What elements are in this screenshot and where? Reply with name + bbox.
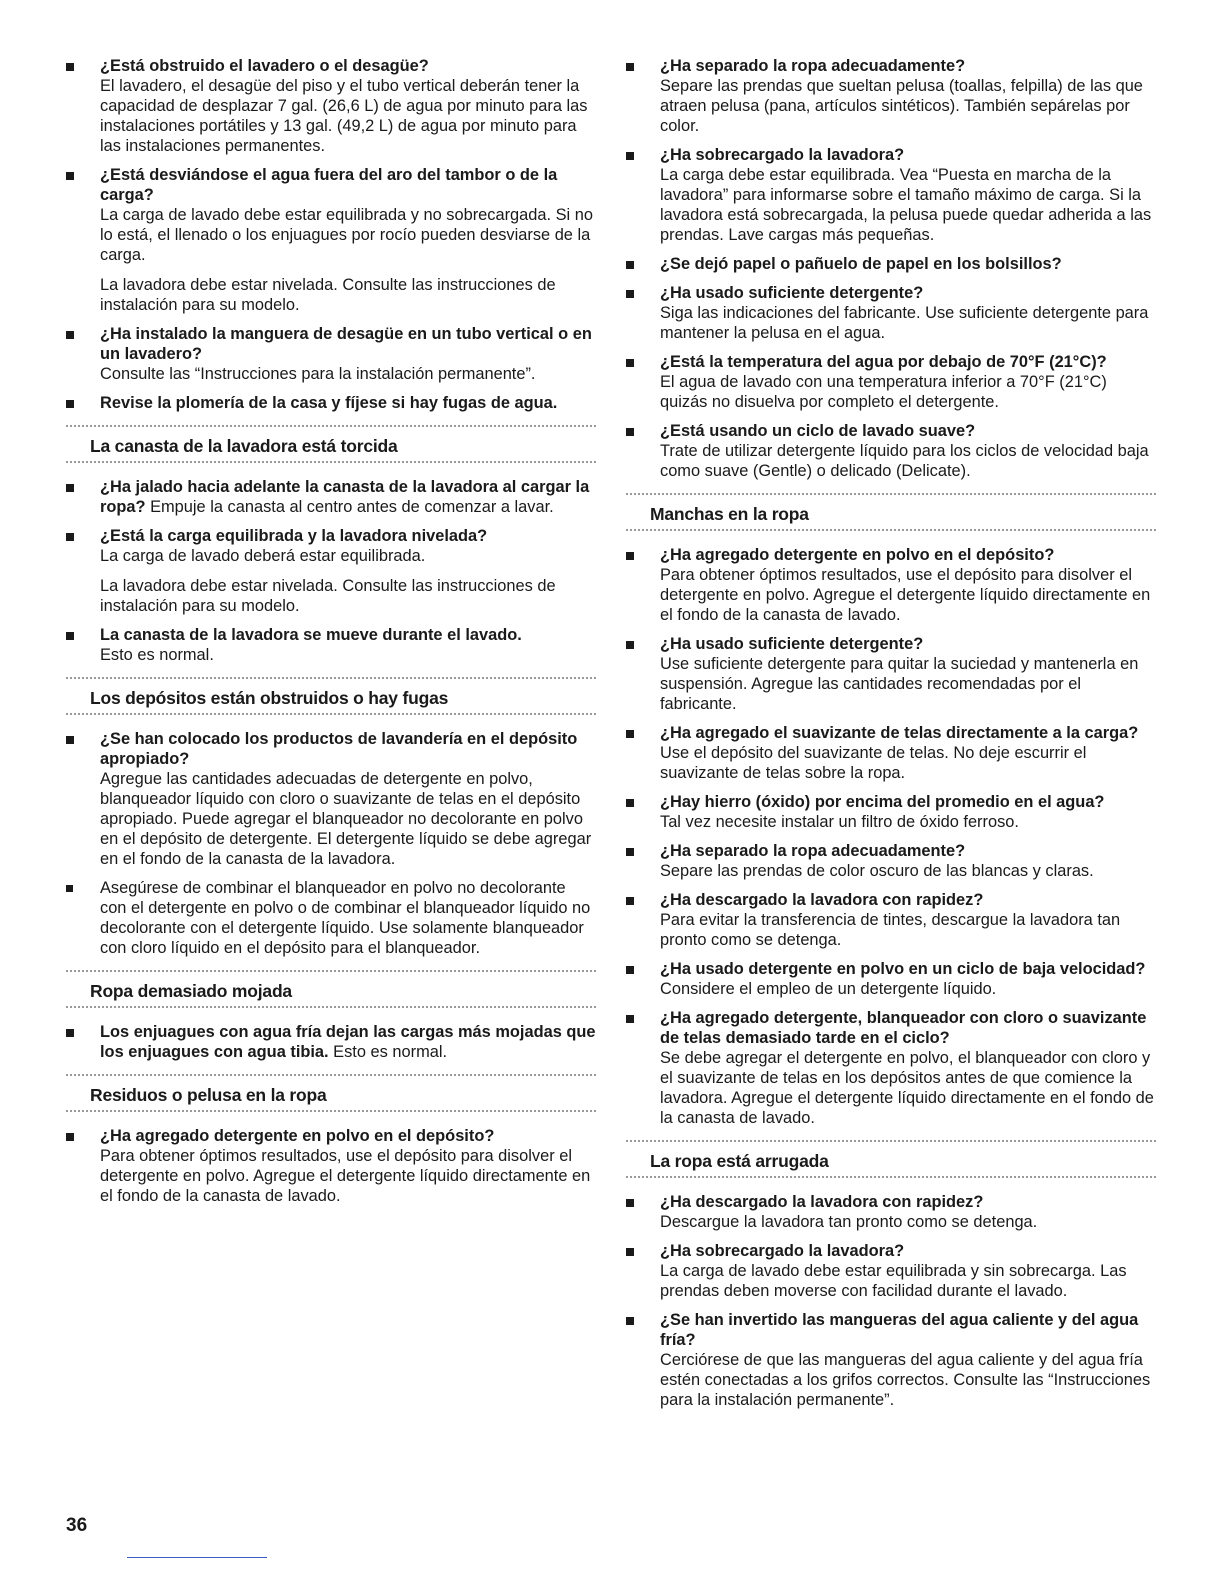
answer-text: Tal vez necesite instalar un filtro de óxido ferroso. <box>660 813 1019 831</box>
question-text: ¿Ha separado la ropa adecuadamente? <box>660 842 966 860</box>
inline-answer-text: Esto es normal. <box>328 1043 448 1061</box>
question-text: ¿Está desviándose el agua fuera del aro del tambor o de la carga? <box>100 166 558 204</box>
troubleshooting-item <box>626 56 1156 136</box>
square-bullet-icon <box>66 400 74 408</box>
square-bullet-icon <box>66 331 74 339</box>
section-heading <box>626 493 1156 531</box>
square-bullet-icon <box>626 641 634 649</box>
inline-answer-text: Asegúrese de combinar el blanqueador en polvo no decolorante con el detergente en polvo o de combinar el blanqueador líquido no decolorante con el detergente líquido. Use solamente blanqueador con cloro líquido en el depósito para el blanqueador. <box>100 879 591 957</box>
question-text: ¿Ha descargado la lavadora con rapidez? <box>660 891 984 909</box>
additional-note: La lavadora debe estar nivelada. Consulte las instrucciones de instalación para su modelo. <box>100 276 556 314</box>
troubleshooting-item <box>626 841 1156 881</box>
question-text: ¿Ha jalado hacia adelante la canasta de la lavadora al cargar la ropa? <box>100 478 590 516</box>
question-text: ¿Se dejó papel o pañuelo de papel en los bolsillos? <box>660 255 1062 273</box>
question-text: ¿Ha descargado la lavadora con rapidez? <box>660 1193 984 1211</box>
square-bullet-icon <box>66 1133 74 1141</box>
square-bullet-icon <box>626 1015 634 1023</box>
question-text: ¿Ha agregado detergente en polvo en el depósito? <box>660 546 1055 564</box>
section-heading <box>626 1140 1156 1178</box>
square-bullet-icon <box>626 63 634 71</box>
inline-answer-text: Use el depósito del suavizante de telas. No deje escurrir el suavizante de telas sobre la ropa. <box>660 744 1087 782</box>
square-bullet-icon <box>66 632 74 640</box>
square-bullet-icon <box>626 730 634 738</box>
answer-text: Para obtener óptimos resultados, use el depósito para disolver el detergente en polvo. Agregue el detergente líquido directamente en el fondo de la canasta de lavado. <box>660 566 1151 624</box>
question-text: Revise la plomería de la casa y fíjese si hay fugas de agua. <box>100 394 558 412</box>
answer-text: Trate de utilizar detergente líquido para los ciclos de velocidad baja como suave (Gentle) o delicado (Delicate). <box>660 442 1149 480</box>
section-title: Ropa demasiado mojada <box>90 981 292 1001</box>
question-text: ¿Está la carga equilibrada y la lavadora nivelada? <box>100 527 488 545</box>
square-bullet-icon <box>66 533 74 541</box>
question-text: ¿Se han invertido las mangueras del agua caliente y del agua fría? <box>660 1311 1139 1349</box>
answer-text: El agua de lavado con una temperatura inferior a 70°F (21°C) quizás no disuelva por completo el detergente. <box>660 373 1107 411</box>
answer-text: Cerciórese de que las mangueras del agua caliente y del agua fría estén conectadas a los grifos correctos. Consulte las “Instrucciones para la instalación permanente”. <box>660 1351 1151 1409</box>
section-title: La ropa está arrugada <box>650 1151 829 1171</box>
section-heading <box>66 677 596 715</box>
question-text: ¿Ha separado la ropa adecuadamente? <box>660 57 966 75</box>
troubleshooting-item <box>626 254 1156 274</box>
answer-text: Descargue la lavadora tan pronto como se detenga. <box>660 1213 1038 1231</box>
question-text: ¿Está la temperatura del agua por debajo de 70°F (21°C)? <box>660 353 1107 371</box>
page-number: 36 <box>66 1515 88 1536</box>
answer-text: Agregue las cantidades adecuadas de detergente en polvo, blanqueador líquido con cloro o suavizante de telas en el depósito apropiado. Puede agregar el blanqueador no decolorante en polvo en el depósito de detergente. El detergente líquido se debe agregar en el fondo de la canasta de la lavadora. <box>100 770 592 868</box>
troubleshooting-item <box>626 1192 1156 1232</box>
troubleshooting-item <box>626 545 1156 625</box>
answer-text: Para evitar la transferencia de tintes, descargue la lavadora tan pronto como se detenga. <box>660 911 1121 949</box>
additional-note: La lavadora debe estar nivelada. Consulte las instrucciones de instalación para su modelo. <box>100 577 556 615</box>
troubleshooting-item <box>626 283 1156 343</box>
section-title: Los depósitos están obstruidos o hay fugas <box>90 688 449 708</box>
inline-answer-text: Empuje la canasta al centro antes de comenzar a lavar. <box>145 498 554 516</box>
question-text: ¿Ha usado suficiente detergente? <box>660 284 924 302</box>
section-title: Manchas en la ropa <box>650 504 809 524</box>
troubleshooting-item <box>66 477 596 517</box>
answer-text: La carga de lavado deberá estar equilibrada. <box>100 547 426 565</box>
troubleshooting-item <box>626 959 1156 999</box>
question-text: ¿Ha agregado detergente, blanqueador con cloro o suavizante de telas demasiado tarde en el ciclo? <box>660 1009 1147 1047</box>
square-bullet-icon <box>626 799 634 807</box>
section-title: Residuos o pelusa en la ropa <box>90 1085 327 1105</box>
question-text: ¿Se han colocado los productos de lavandería en el depósito apropiado? <box>100 730 578 768</box>
square-bullet-icon <box>66 63 74 71</box>
square-bullet-icon <box>626 152 634 160</box>
troubleshooting-item <box>626 1241 1156 1301</box>
section-heading <box>66 970 596 1008</box>
troubleshooting-item <box>66 878 596 958</box>
answer-text: La carga debe estar equilibrada. Vea “Puesta en marcha de la lavadora” para informarse sobre el tamaño máximo de carga. Si la lavadora está sobrecargada, la pelusa puede quedar adherida a las prendas. Lave cargas más pequeñas. <box>660 166 1152 244</box>
square-bullet-icon <box>626 966 634 974</box>
square-bullet-icon <box>626 552 634 560</box>
square-bullet-icon <box>66 736 74 744</box>
square-bullet-icon <box>626 848 634 856</box>
troubleshooting-item <box>626 1008 1156 1128</box>
troubleshooting-item <box>66 56 596 156</box>
question-text: ¿Ha usado detergente en polvo en un ciclo de baja velocidad? <box>660 960 1146 978</box>
answer-text: Esto es normal. <box>100 646 214 664</box>
square-bullet-icon <box>66 172 74 180</box>
troubleshooting-item <box>626 421 1156 481</box>
answer-text: Considere el empleo de un detergente líquido. <box>660 980 997 998</box>
footer-rule <box>127 1557 267 1558</box>
troubleshooting-item <box>66 165 596 315</box>
square-bullet-icon <box>66 885 73 892</box>
answer-text: Para obtener óptimos resultados, use el depósito para disolver el detergente en polvo. Agregue el detergente líquido directamente en el fondo de la canasta de lavado. <box>100 1147 591 1205</box>
square-bullet-icon <box>626 1317 634 1325</box>
answer-text: El lavadero, el desagüe del piso y el tubo vertical deberán tener la capacidad de desplazar 7 gal. (26,6 L) de agua por minuto para las instalaciones portátiles y 13 gal. (49,2 L) de agua por minuto para las instalaciones permanentes. <box>100 77 588 155</box>
question-text: ¿Está obstruido el lavadero o el desagüe? <box>100 57 429 75</box>
square-bullet-icon <box>626 1248 634 1256</box>
left-column <box>66 56 596 1215</box>
square-bullet-icon <box>626 290 634 298</box>
right-column <box>626 56 1156 1419</box>
square-bullet-icon <box>626 359 634 367</box>
troubleshooting-item <box>626 145 1156 245</box>
question-text: ¿Hay hierro (óxido) por encima del promedio en el agua? <box>660 793 1105 811</box>
troubleshooting-item <box>626 890 1156 950</box>
question-text: ¿Ha agregado el suavizante de telas directamente a la carga? <box>660 724 1139 742</box>
answer-text: La carga de lavado debe estar equilibrada y sin sobrecarga. Las prendas deben moverse con facilidad durante el lavado. <box>660 1262 1127 1300</box>
answer-text: Siga las indicaciones del fabricante. Use suficiente detergente para mantener la pelusa en el agua. <box>660 304 1149 342</box>
question-text: ¿Ha agregado detergente en polvo en el depósito? <box>100 1127 495 1145</box>
troubleshooting-item <box>626 792 1156 832</box>
troubleshooting-item <box>66 625 596 665</box>
troubleshooting-item <box>626 352 1156 412</box>
answer-text: Consulte las “Instrucciones para la instalación permanente”. <box>100 365 536 383</box>
question-text: ¿Ha instalado la manguera de desagüe en un tubo vertical o en un lavadero? <box>100 325 592 363</box>
troubleshooting-item <box>66 1022 596 1062</box>
square-bullet-icon <box>626 1199 634 1207</box>
answer-text: Separe las prendas que sueltan pelusa (toallas, felpilla) de las que atraen pelusa (pana, artículos sintéticos). También sepárelas por color. <box>660 77 1143 135</box>
square-bullet-icon <box>626 428 634 436</box>
section-heading <box>66 1074 596 1112</box>
answer-text: Use suficiente detergente para quitar la suciedad y mantenerla en suspensión. Agregue las cantidades recomendadas por el fabricante. <box>660 655 1139 713</box>
square-bullet-icon <box>66 484 74 492</box>
troubleshooting-item <box>66 526 596 616</box>
question-text: La canasta de la lavadora se mueve durante el lavado. <box>100 626 522 644</box>
question-text: ¿Ha sobrecargado la lavadora? <box>660 1242 905 1260</box>
question-text: ¿Ha usado suficiente detergente? <box>660 635 924 653</box>
answer-text: La carga de lavado debe estar equilibrada y no sobrecargada. Si no lo está, el llenado o los enjuagues por rocío pueden desviarse de la carga. <box>100 206 593 264</box>
troubleshooting-item <box>66 393 596 413</box>
question-text: ¿Ha sobrecargado la lavadora? <box>660 146 905 164</box>
troubleshooting-item <box>66 324 596 384</box>
question-text: ¿Está usando un ciclo de lavado suave? <box>660 422 976 440</box>
troubleshooting-item <box>626 1310 1156 1410</box>
section-title: La canasta de la lavadora está torcida <box>90 436 398 456</box>
troubleshooting-item <box>66 729 596 869</box>
square-bullet-icon <box>626 897 634 905</box>
answer-text: Separe las prendas de color oscuro de las blancas y claras. <box>660 862 1094 880</box>
answer-text: Se debe agregar el detergente en polvo, el blanqueador con cloro y el suavizante de telas en los depósitos antes de que comience la lavadora. Agregue el detergente líquido directamente en el fondo de la canasta de lavado. <box>660 1049 1154 1127</box>
troubleshooting-item <box>626 634 1156 714</box>
troubleshooting-item <box>626 723 1156 783</box>
square-bullet-icon <box>66 1029 74 1037</box>
question-text: Los enjuagues con agua fría dejan las cargas más mojadas que los enjuagues con agua tibia. <box>100 1023 596 1061</box>
troubleshooting-item <box>66 1126 596 1206</box>
square-bullet-icon <box>626 261 634 269</box>
section-heading <box>66 425 596 463</box>
